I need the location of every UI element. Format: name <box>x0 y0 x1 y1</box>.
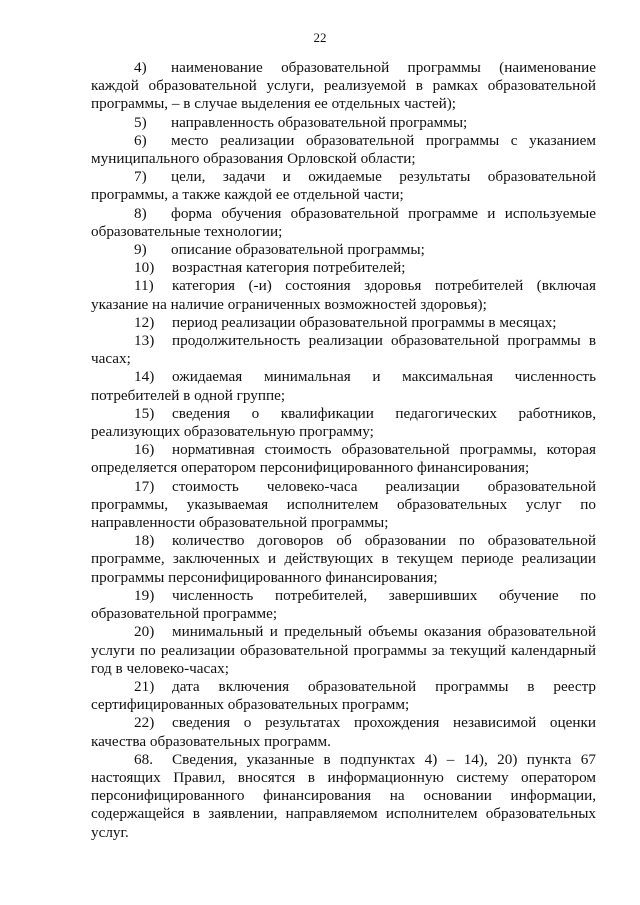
item-number: 17) <box>134 477 155 495</box>
item-text: ожидаемая минимальная и максимальная численность потребителей в одной группе; <box>91 368 596 404</box>
clause-68 <box>91 751 596 842</box>
item-text: возрастная категория потребителей; <box>172 259 406 277</box>
item-number: 15) <box>134 404 155 422</box>
item-number: 9) <box>134 241 147 259</box>
item-text: категория (-и) состояния здоровья потребителей (включая указание на наличие ограниченных возможностей здоровья); <box>91 277 596 313</box>
item-text: описание образовательной программы; <box>171 241 425 259</box>
item-text: место реализации образовательной программы с указанием муниципального образования Орловской области; <box>91 131 596 168</box>
item-text: продолжительность реализации образовательной программы в часах; <box>91 332 596 368</box>
clause-text: Сведения, указанные в подпунктах 4) – 14), 20) пункта 67 настоящих Правил, вносятся в информационную систему оператором персонифицированного финансирования на основании информации, содержащейся в заявлении, направляемом исполнителем образовательных услуг. <box>91 750 596 841</box>
list-item-5 <box>91 114 596 132</box>
item-text: цели, задачи и ожидаемые результаты образовательной программы, а также каждой ее отдельной части; <box>91 168 596 204</box>
page-number: 22 <box>313 30 327 45</box>
item-number: 14) <box>134 368 155 386</box>
item-number: 11) <box>134 277 154 295</box>
item-number: 8) <box>134 204 147 222</box>
item-text: численность потребителей, завершивших обучение по образовательной программе; <box>91 586 596 623</box>
list-item-15 <box>91 405 596 441</box>
list-item-13 <box>91 332 596 368</box>
item-number: 21) <box>134 677 155 695</box>
list-item-11 <box>91 277 596 313</box>
list-item-14 <box>91 368 596 404</box>
list-item-18 <box>91 532 596 587</box>
item-number: 16) <box>134 441 155 459</box>
list-item-8 <box>91 205 596 241</box>
item-number: 20) <box>134 623 155 641</box>
list-item-4 <box>91 59 596 114</box>
item-text: нормативная стоимость образовательной программы, которая определяется оператором персонифицированного финансирования; <box>91 441 596 477</box>
item-text: количество договоров об образовании по образовательной программе, заключенных и действующих в текущем периоде реализации программы персонифицированного финансирования; <box>91 532 596 586</box>
list-item-10 <box>91 259 596 277</box>
list-item-9 <box>91 241 596 259</box>
item-text: минимальный и предельный объемы оказания образовательной услуги по реализации образовательной программы за текущий календарный год в человеко-часах; <box>91 623 596 677</box>
item-number: 7) <box>134 168 147 186</box>
item-text: наименование образовательной программы (наименование каждой образовательной услуги, реализуемой в рамках образовательной программы, – в случае выделения ее отдельных частей); <box>91 59 596 113</box>
item-number: 6) <box>134 131 147 149</box>
item-text: направленность образовательной программы; <box>171 113 468 131</box>
list-item-6 <box>91 132 596 168</box>
item-number: 12) <box>134 313 155 331</box>
item-text: дата включения образовательной программы в реестр сертифицированных образовательных программ; <box>91 677 596 714</box>
list-item-12 <box>91 314 596 332</box>
list-item-7 <box>91 168 596 204</box>
item-number: 5) <box>134 113 147 131</box>
item-number: 13) <box>134 332 155 350</box>
list-item-19 <box>91 587 596 623</box>
item-number: 22) <box>134 714 155 732</box>
list-item-22 <box>91 714 596 750</box>
item-text: сведения о квалификации педагогических работников, реализующих образовательную программу; <box>91 404 596 441</box>
list-item-21 <box>91 678 596 714</box>
document-body <box>91 59 596 842</box>
item-number: 18) <box>134 532 155 550</box>
item-text: форма обучения образовательной программе и используемые образовательные технологии; <box>91 204 596 240</box>
item-text: период реализации образовательной программы в месяцах; <box>172 313 557 331</box>
clause-number: 68. <box>134 750 153 768</box>
item-number: 10) <box>134 259 155 277</box>
list-item-17 <box>91 478 596 533</box>
list-item-20 <box>91 623 596 678</box>
item-number: 4) <box>134 59 147 76</box>
list-item-16 <box>91 441 596 477</box>
item-number: 19) <box>134 586 155 604</box>
item-text: сведения о результатах прохождения независимой оценки качества образовательных программ. <box>91 714 596 750</box>
item-text: стоимость человеко-часа реализации образовательной программы, указываемая исполнителем образовательных услуг по направленности образовательной программы; <box>91 477 596 532</box>
